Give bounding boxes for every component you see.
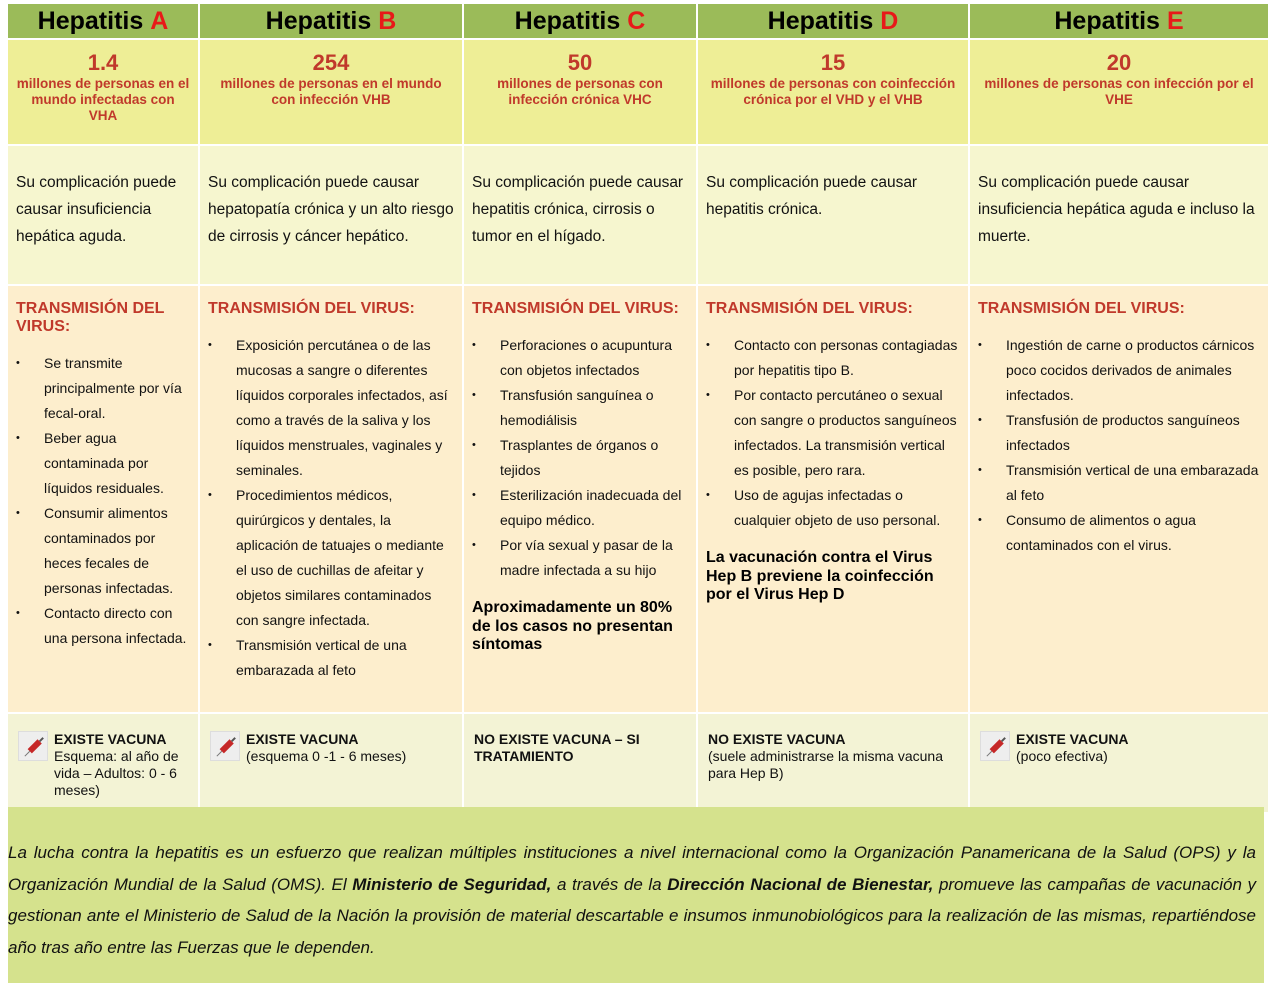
transmission-item: • Beber agua contaminada por líquidos residuales. [16,426,190,501]
stat-cell [464,40,696,144]
transmission-item: • Trasplantes de órganos o tejidos [472,433,688,483]
complication-text: Su complicación puede causar hepatopatía crónica y un alto riesgo de cirrosis y cáncer hepático. [208,174,454,245]
transmission-item: • Transmisión vertical de una embarazada al feto [978,458,1260,508]
transmission-list [16,351,190,651]
header-label: Hepatitis [514,6,621,35]
transmission-item: • Transfusión sanguínea o hemodiálisis [472,383,688,433]
transmission-item: • Transfusión de productos sanguíneos infectados [978,408,1260,458]
transmission-item: • Transmisión vertical de una embarazada al feto [208,633,454,683]
transmission-list [978,333,1260,558]
transmission-cell [200,286,462,712]
transmission-note: La vacunación contra el Virus Hep B previene la coinfección por el Virus Hep D [706,549,934,603]
transmission-item: • Exposición percutánea o de las mucosas a sangre o diferentes líquidos corporales infectados, así como a través de la saliva y los líquidos menstruales, vaginales y seminales. [208,333,454,483]
complication-text: Su complicación puede causar insuficiencia hepática aguda e incluso la muerte. [978,174,1255,245]
transmission-item: • Consumo de alimentos o agua contaminados con el virus. [978,508,1260,558]
header-letter: B [378,6,397,35]
vaccine-info [246,731,406,765]
vaccine-status: EXISTE VACUNA [246,731,359,747]
complication-text: Su complicación puede causar hepatitis crónica. [706,174,918,218]
syringe-icon [210,731,240,761]
header-hepatitis-c [464,4,696,38]
syringe-icon [18,731,48,761]
stat-cell [8,40,198,144]
vaccine-info [474,731,688,765]
infected-count: 50 [567,50,593,75]
infected-count: 254 [312,50,350,75]
complication-cell [698,146,968,284]
infected-description: millones de personas con infección crónica VHC [497,76,663,107]
complication-cell [8,146,198,284]
vaccine-cell [970,714,1268,812]
transmission-item: • Contacto directo con una persona infectada. [16,601,190,651]
complication-cell [200,146,462,284]
vaccine-status: NO EXISTE VACUNA – SI TRATAMIENTO [474,731,640,764]
header-hepatitis-b [200,4,462,38]
complication-cell [464,146,696,284]
transmission-item: • Consumir alimentos contaminados por heces fecales de personas infectadas. [16,501,190,601]
stat-cell [698,40,968,144]
transmission-item: • Por vía sexual y pasar de la madre infectada a su hijo [472,533,688,583]
footer-text: La lucha contra la hepatitis es un esfuerzo que realizan múltiples instituciones a nivel internacional como la Organización Panamericana de la Salud (OPS) y la Organización Mundial de la Salud (OMS). El Ministerio de Seguridad, a través de la Dirección Nacional de Bienestar, promueve las campañas de vacunación y gestionan ante el Ministerio de Salud de la Nación la provisión de material descartable e insumos inmunobiológicos para la realización de las mismas, repartiéndose año tras año entre las Fuerzas que le dependen. [8,807,1264,983]
transmission-heading: TRANSMISIÓN DEL VIRUS: [706,300,913,317]
infected-count: 20 [1106,50,1132,75]
header-label: Hepatitis [1054,6,1160,35]
vaccine-cell [8,714,198,812]
complication-text: Su complicación puede causar hepatitis crónica, cirrosis o tumor en el hígado. [472,174,684,245]
stat-cell [200,40,462,144]
infected-description: millones de personas en el mundo infectadas con VHA [16,76,190,123]
header-hepatitis-a [8,4,198,38]
syringe-icon [980,731,1010,761]
transmission-item: • Se transmite principalmente por vía fecal-oral. [16,351,190,426]
transmission-item: • Perforaciones o acupuntura con objetos infectados [472,333,688,383]
transmission-item: • Esterilización inadecuada del equipo médico. [472,483,688,533]
infected-description: millones de personas con coinfección crónica por el VHD y el VHB [710,76,956,107]
vaccine-cell [698,714,968,812]
transmission-item: • Uso de agujas infectadas o cualquier objeto de uso personal. [706,483,960,533]
header-hepatitis-d [698,4,968,38]
transmission-cell [8,286,198,712]
transmission-item: • Procedimientos médicos, quirúrgicos y dentales, la aplicación de tatuajes o mediante el uso de cuchillas de afeitar y objetos similares contaminados con sangre infectada. [208,483,454,633]
header-letter: E [1166,6,1184,35]
transmission-heading: TRANSMISIÓN DEL VIRUS: [978,300,1185,317]
header-letter: C [627,6,646,35]
transmission-item: • Contacto con personas contagiadas por hepatitis tipo B. [706,333,960,383]
header-label: Hepatitis [265,6,372,35]
transmission-list [208,333,454,683]
header-letter: D [880,6,899,35]
vaccine-info [54,731,190,799]
transmission-cell [698,286,968,712]
transmission-note: Aproximadamente un 80% de los casos no presentan síntomas [472,599,673,653]
vaccine-status: EXISTE VACUNA [54,731,167,747]
complication-cell [970,146,1268,284]
header-label: Hepatitis [767,6,874,35]
vaccine-detail: (suele administrarse la misma vacuna para Hep B) [708,748,943,781]
transmission-item: • Por contacto percutáneo o sexual con sangre o productos sanguíneos infectados. La transmisión vertical es posible, pero rara. [706,383,960,483]
transmission-item: • Ingestión de carne o productos cárnicos poco cocidos derivados de animales infectados. [978,333,1260,408]
infected-description: millones de personas en el mundo con infección VHB [220,76,442,107]
vaccine-cell [464,714,696,812]
vaccine-detail: Esquema: al año de vida – Adultos: 0 - 6 meses) [54,748,179,798]
transmission-cell [970,286,1268,712]
transmission-list [472,333,688,583]
complication-text: Su complicación puede causar insuficiencia hepática aguda. [16,174,177,245]
header-label: Hepatitis [37,6,144,35]
header-hepatitis-e [970,4,1268,38]
vaccine-status: NO EXISTE VACUNA [708,731,846,747]
transmission-heading: TRANSMISIÓN DEL VIRUS: [16,300,165,335]
vaccine-info [708,731,960,782]
infected-count: 15 [820,50,846,75]
infected-count: 1.4 [87,50,119,75]
header-letter: A [150,6,169,35]
vaccine-detail: (esquema 0 -1 - 6 meses) [246,748,407,764]
vaccine-status: EXISTE VACUNA [1016,731,1129,747]
transmission-heading: TRANSMISIÓN DEL VIRUS: [208,300,415,317]
hepatitis-table [8,4,1264,812]
transmission-heading: TRANSMISIÓN DEL VIRUS: [472,300,679,317]
vaccine-detail: (poco efectiva) [1016,748,1108,764]
vaccine-info [1016,731,1129,765]
transmission-list [706,333,960,533]
transmission-cell [464,286,696,712]
vaccine-cell [200,714,462,812]
stat-cell [970,40,1268,144]
infected-description: millones de personas con infección por el VHE [984,76,1254,107]
